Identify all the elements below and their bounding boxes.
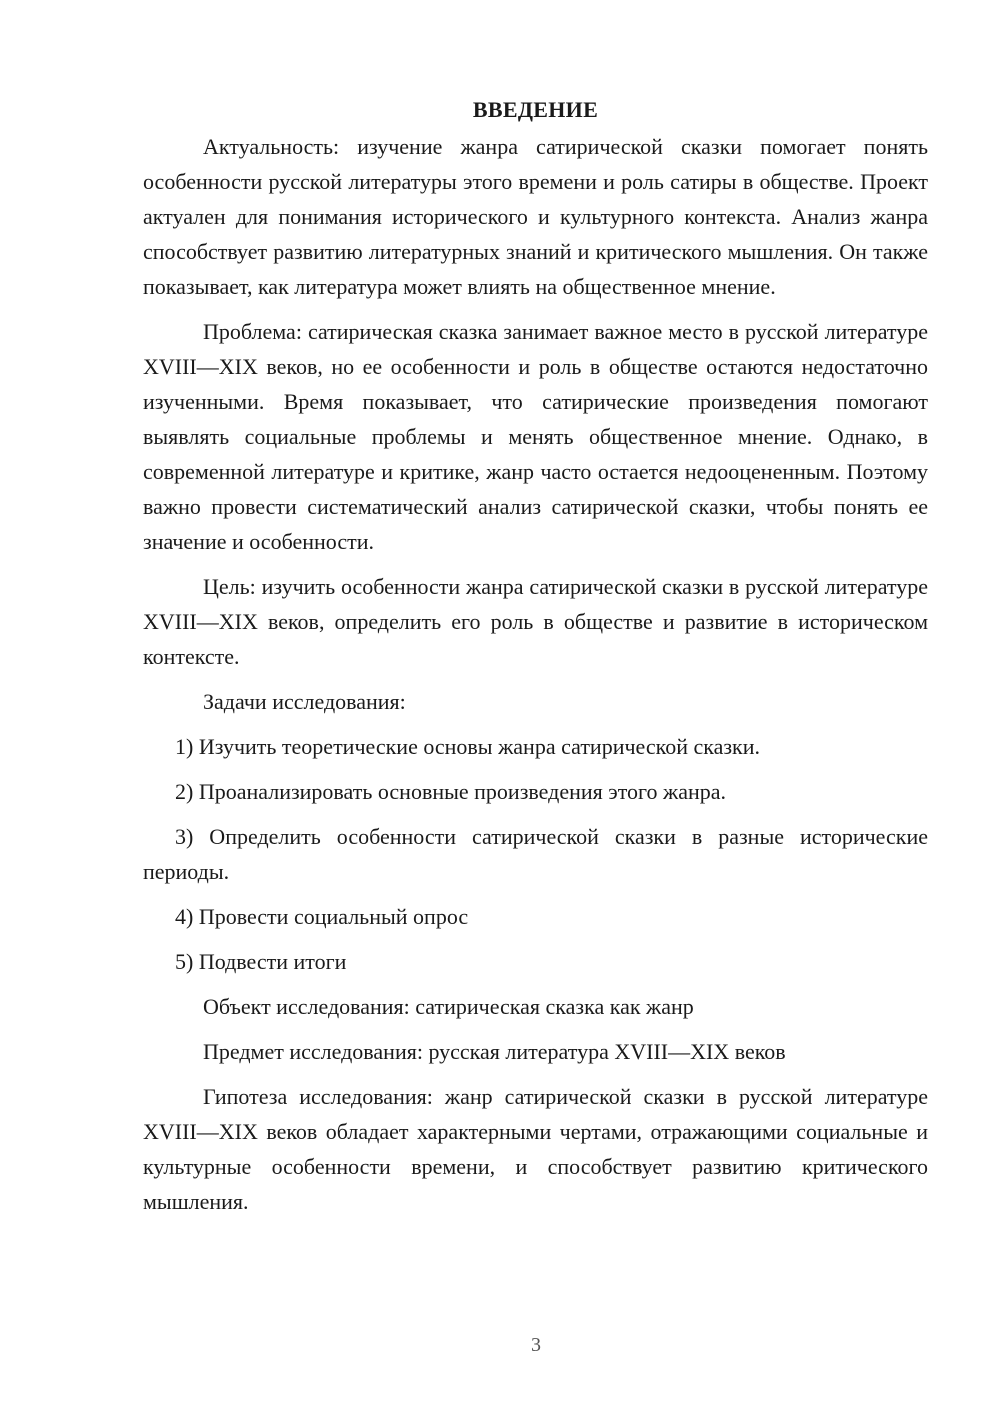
task-item-4: 4) Провести социальный опрос [175,904,469,929]
hypothesis-paragraph: Гипотеза исследования: жанр сатирической сказки в русской литературе XVIII—XIX веков обладает характерными чертами, отражающими социальные и культурные особенности времени, и способствует развитию критического мышления. [143,1084,928,1214]
page-number: 3 [531,1334,541,1356]
object-paragraph: Объект исследования: сатирическая сказка как жанр [203,994,694,1019]
tasks-heading: Задачи исследования: [203,689,406,714]
task-item-1: 1) Изучить теоретические основы жанра сатирической сказки. [175,734,760,759]
document-page [143,92,928,1219]
subject-paragraph: Предмет исследования: русская литература XVIII—XIX веков [203,1039,786,1064]
goal-paragraph: Цель: изучить особенности жанра сатирической сказки в русской литературе XVIII—XIX веков, определить его роль в обществе и развитие в историческом контексте. [143,574,928,669]
page-title: ВВЕДЕНИЕ [472,97,599,122]
task-item-2: 2) Проанализировать основные произведения этого жанра. [175,779,726,804]
problem-paragraph: Проблема: сатирическая сказка занимает важное место в русской литературе XVIII—XIX веков, но ее особенности и роль в обществе остаются недостаточно изученными. Время показывает, что сатирические произведения помогают выявлять социальные проблемы и менять общественное мнение. Однако, в современной литературе и критике, жанр часто остается недооцененным. Поэтому важно провести систематический анализ сатирической сказки, чтобы понять ее значение и особенности. [143,319,928,554]
task-item-5: 5) Подвести итоги [175,949,347,974]
task-item-3: 3) Определить особенности сатирической сказки в разные исторические периоды. [143,824,928,884]
relevance-paragraph: Актуальность: изучение жанра сатирической сказки помогает понять особенности русской литературы этого времени и роль сатиры в обществе. Проект актуален для понимания исторического и культурного контекста. Анализ жанра способствует развитию литературных знаний и критического мышления. Он также показывает, как литература может влиять на общественное мнение. [143,134,928,299]
